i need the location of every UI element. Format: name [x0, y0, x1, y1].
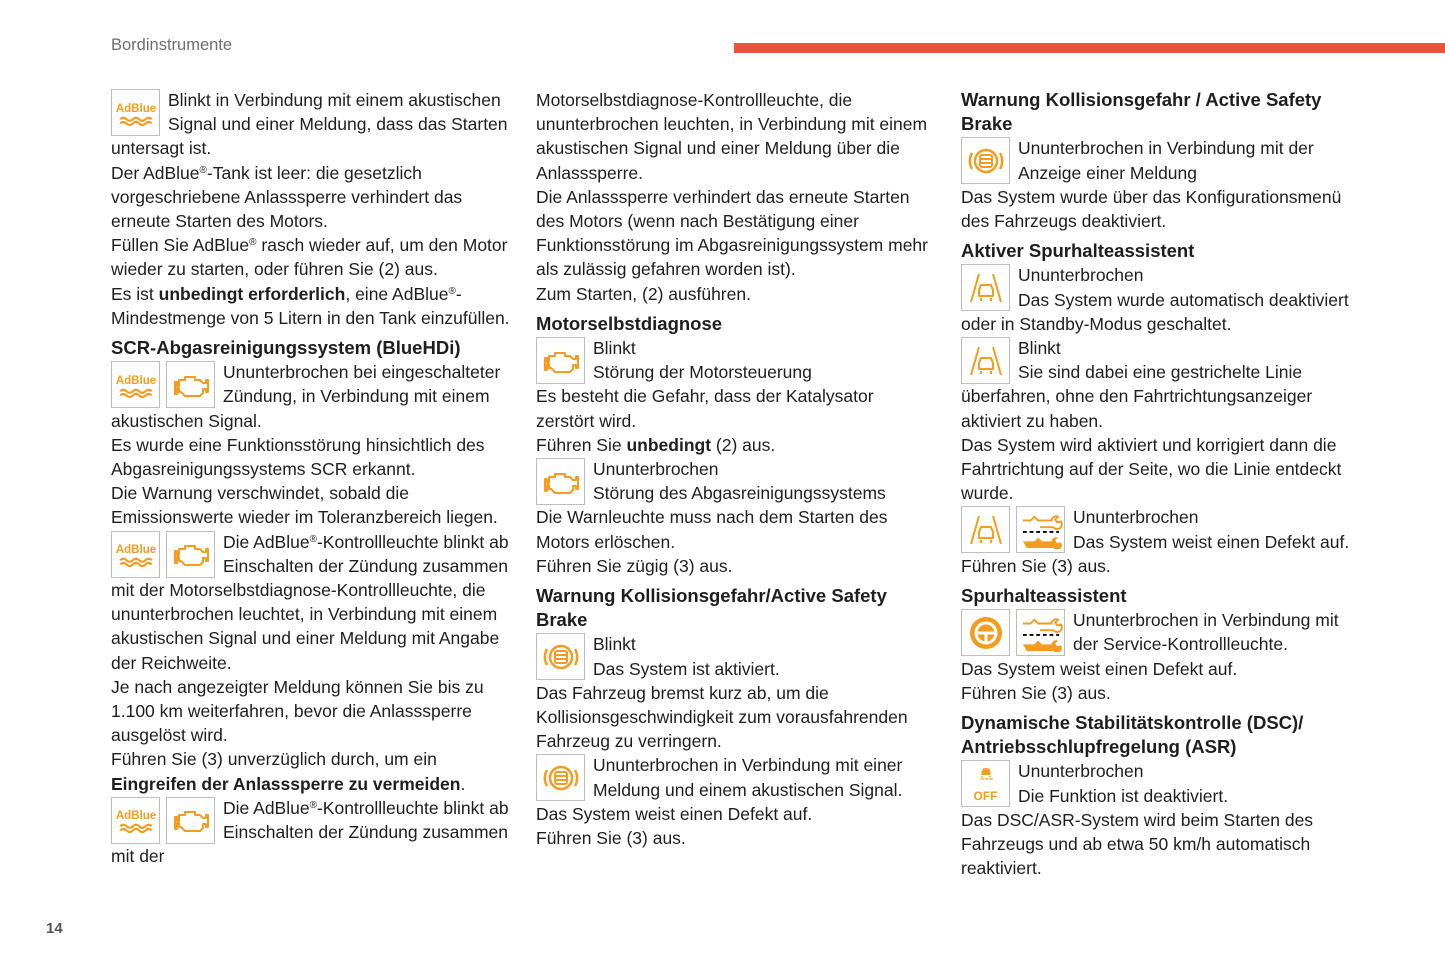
- dsc-status: Ununterbrochen: [1018, 761, 1144, 782]
- motor-block-2-note: Die Warnleuchte muss nach dem Starten des Motors erlöschen.: [536, 507, 888, 552]
- motor-block-2-status: Ununterbrochen: [593, 459, 719, 480]
- lane-assist-heading: Spurhalteassistent: [961, 585, 1127, 607]
- dsc-heading: Dynamische Stabilitätskontrolle (DSC)/ Antriebsschlupfregelung (ASR): [961, 712, 1304, 758]
- column-left: [111, 88, 516, 869]
- active-lane-block-3-defect: Das System weist einen Defekt auf.: [1073, 531, 1350, 552]
- active-lane-block-1: [961, 263, 1361, 336]
- scr-block-3-lead: Die AdBlue®-Kontrollleuchte blinkt ab Einschalten der Zündung zusammen mit der: [111, 797, 509, 867]
- scr-warning-text: Die Warnung verschwindet, sobald die Emissionswerte wieder im Toleranzbereich liegen.: [111, 483, 498, 528]
- adblue-tank-empty-text: Der AdBlue®-Tank ist leer: die gesetzlich vorgeschriebene Anlasssperre verhindert das erneute Starten des Motors.: [111, 162, 463, 232]
- collision-asb-lead: Ununterbrochen in Verbindung mit der Anzeige einer Meldung: [1018, 138, 1314, 183]
- section-title: Bordinstrumente: [111, 36, 233, 54]
- continuation-text-2: Die Anlasssperre verhindert das erneute Starten des Motors (wenn nach Bestätigung einer Funktionsstörung im Abgasreinigungssystem mehr als zulässig gefahren worden ist).: [536, 186, 928, 280]
- active-lane-block-2: [961, 336, 1361, 433]
- lane-assist-block: [961, 608, 1361, 656]
- scr-block-2: [111, 530, 516, 675]
- motor-block-2: [536, 457, 936, 505]
- collision-block-1: [536, 632, 936, 680]
- active-lane-heading: Aktiver Spurhalteassistent: [961, 240, 1195, 262]
- active-lane-correction-text: Das System wird aktiviert und korrigiert dann die Fahrtrichtung auf der Seite, wo die Linie entdeckt wurde.: [961, 434, 1342, 504]
- adblue-minimum-text: Es ist unbedingt erforderlich, eine AdBlue®-Mindestmenge von 5 Litern in den Tank einzufüllen.: [111, 283, 510, 328]
- adblue-icon: [111, 797, 160, 844]
- dsc-info: Die Funktion ist deaktiviert.: [1018, 785, 1229, 806]
- adblue-icon: [111, 531, 160, 578]
- active-lane-block-2-text: Blinkt Sie sind dabei eine gestrichelte Linie überfahren, ohne den Fahrtrichtungsanzeiger aktiviert zu haben.: [961, 338, 1313, 431]
- dsc-off-label: OFF: [973, 788, 998, 803]
- active-lane-action: Führen Sie (3) aus.: [961, 555, 1111, 576]
- column-middle: [536, 88, 936, 850]
- scr-block-3: [111, 796, 516, 869]
- collision-asb-heading: Warnung Kollisionsgefahr / Active Safety Brake: [961, 89, 1322, 135]
- lane-assist-lead: Ununterbrochen in Verbindung mit der Service-Kontrollleuchte.: [1073, 610, 1339, 655]
- collision-warning-icon: [961, 137, 1010, 184]
- lane-assist-icon: [961, 506, 1010, 553]
- motor-block-2-action: Führen Sie zügig (3) aus.: [536, 555, 733, 576]
- engine-icon: [536, 337, 585, 384]
- collision-warning-icon: [536, 633, 585, 680]
- scr-block-1: [111, 360, 516, 433]
- collision-asb-block: [961, 136, 1361, 184]
- scr-block-1-lead: Ununterbrochen bei eingeschalteter Zündung, in Verbindung mit einem akustischen Signal.: [111, 362, 501, 431]
- service-wrench-icon: [1016, 506, 1065, 553]
- active-lane-block-3-status: Ununterbrochen: [1073, 507, 1199, 528]
- scr-action-text: Führen Sie (3) unverzüglich durch, um ein Eingreifen der Anlasssperre zu vermeiden.: [111, 749, 466, 794]
- collision-warning-icon: [536, 754, 585, 801]
- engine-icon: [166, 361, 215, 408]
- collision-block-2-lead: Ununterbrochen in Verbindung mit einer Meldung und einem akustischen Signal.: [593, 755, 903, 800]
- lane-assist-icon: [961, 337, 1010, 384]
- motor-block-2-fault: Störung des Abgasreinigungssystems: [593, 483, 886, 504]
- active-lane-block-1-text: Ununterbrochen Das System wurde automatisch deaktiviert oder in Standby-Modus geschaltet.: [961, 265, 1349, 334]
- collision-brake-text: Das Fahrzeug bremst kurz ab, um die Kollisionsgeschwindigkeit zum vorausfahrenden Fahrzeug zu verringern.: [536, 682, 908, 752]
- continuation-text-1: Motorselbstdiagnose-Kontrollleuchte, die ununterbrochen leuchten, in Verbindung mit einem akustischen Signal und einer Meldung über die Anlasssperre.: [536, 90, 928, 183]
- dsc-block: [961, 759, 1361, 807]
- scr-range-text: Je nach angezeigter Meldung können Sie bis zu 1.100 km weiterfahren, bevor die Anlasssperre ausgelöst wird.: [111, 676, 484, 746]
- collision-heading: Warnung Kollisionsgefahr/Active Safety Brake: [536, 585, 887, 631]
- active-lane-block-3: [961, 505, 1361, 553]
- service-wrench-icon: [1016, 609, 1065, 656]
- adblue-icon: [111, 361, 160, 408]
- motor-block-1: [536, 336, 936, 384]
- engine-icon: [166, 797, 215, 844]
- lane-assist-action: Führen Sie (3) aus.: [961, 682, 1111, 703]
- motor-diagnosis-heading: Motorselbstdiagnose: [536, 312, 723, 334]
- collision-action-text: Führen Sie (3) aus.: [536, 828, 686, 849]
- adblue-start-text: Blinkt in Verbindung mit einem akustischen Signal und einer Meldung, dass das Starten untersagt ist.: [111, 90, 508, 159]
- column-right: [961, 88, 1361, 881]
- engine-icon: [536, 458, 585, 505]
- collision-block-2: [536, 753, 936, 801]
- motor-block-1-status: Blinkt: [593, 338, 636, 359]
- scr-fault-text: Es wurde eine Funktionsstörung hinsichtlich des Abgasreinigungssystems SCR erkannt.: [111, 434, 485, 480]
- lane-assist-icon: [961, 264, 1010, 311]
- adblue-start-block: [111, 88, 516, 161]
- catalyst-risk-text: Es besteht die Gefahr, dass der Katalysator zerstört wird.: [536, 386, 874, 431]
- scr-block-2-lead: Die AdBlue®-Kontrollleuchte blinkt ab Einschalten der Zündung zusammen mit der Motorselbstdiagnose-Kontrollleuchte, die ununterbrochen leuchtet, in Verbindung mit einem akustischen Signal und einer Meldung mit Angabe der Reichweite.: [111, 531, 509, 673]
- lane-assist-defect: Das System weist einen Defekt auf.: [961, 658, 1238, 679]
- adblue-icon: [111, 89, 160, 136]
- dsc-off-icon: [961, 760, 1010, 807]
- engine-icon: [166, 531, 215, 578]
- collision-asb-text: Das System wurde über das Konfigurationsmenü des Fahrzeugs deaktiviert.: [961, 186, 1342, 232]
- scr-heading: SCR-Abgasreinigungssystem (BlueHDi): [111, 337, 461, 359]
- motor-block-1-fault: Störung der Motorsteuerung: [593, 362, 812, 383]
- motor-block-1-action: Führen Sie unbedingt (2) aus.: [536, 434, 776, 455]
- header-accent-bar: [734, 43, 1445, 53]
- dsc-reactivation-text: Das DSC/ASR-System wird beim Starten des Fahrzeugs und ab etwa 50 km/h automatisch reaktiviert.: [961, 809, 1314, 879]
- collision-defect-text: Das System weist einen Defekt auf.: [536, 803, 813, 824]
- steering-wheel-icon: [961, 609, 1010, 656]
- collision-block-1-status: Blinkt: [593, 634, 636, 655]
- continuation-text-3: Zum Starten, (2) ausführen.: [536, 283, 751, 304]
- page-number: 14: [46, 920, 63, 937]
- collision-block-1-info: Das System ist aktiviert.: [593, 658, 780, 679]
- adblue-refill-text: Füllen Sie AdBlue® rasch wieder auf, um den Motor wieder zu starten, oder führen Sie (2) aus.: [111, 235, 508, 280]
